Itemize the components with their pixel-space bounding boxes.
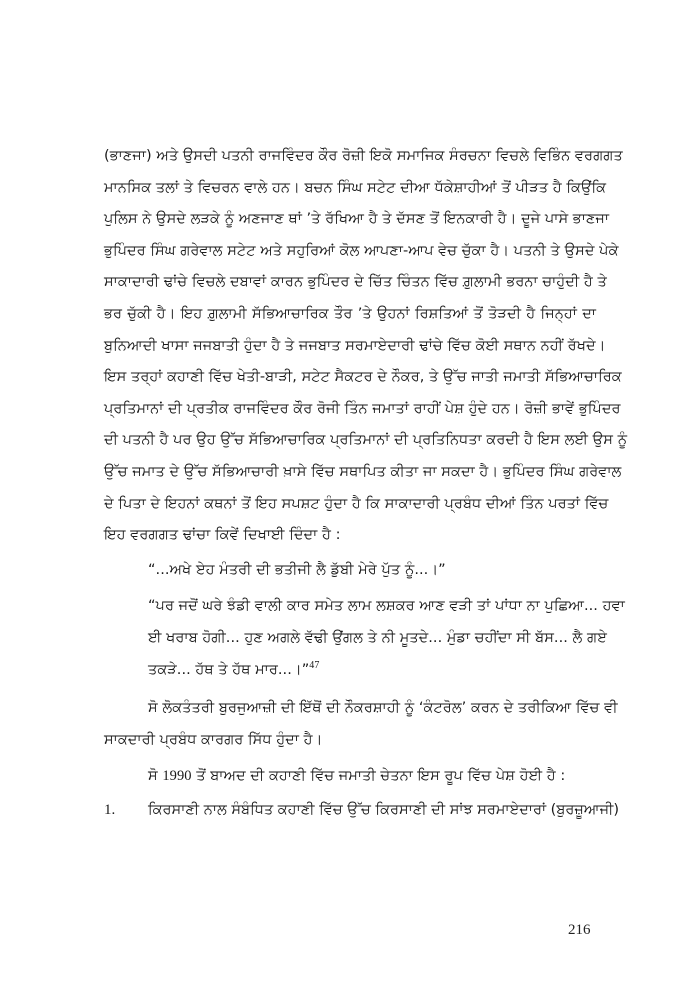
block-quote-1: “...ਅਖੇ ਏਹ ਮੰਤਰੀ ਦੀ ਭਤੀਜੀ ਲੈ ਡੁੱਬੀ ਮੇਰੇ ਪੁੱਤ ਨੂੰ...।” — [148, 562, 446, 578]
paragraph-1-line-6: ਭਰ ਚੁੱਕੀ ਹੈ। ਇਹ ਗ਼ੁਲਾਮੀ ਸੱਭਿਆਚਾਰਿਕ ਤੌਰ ’ਤੇ ਉਹਨਾਂ ਰਿਸ਼ਤਿਆਂ ਤੋਂ ਤੋੜਦੀ ਹੈ ਜਿਨ੍ਹਾਂ ਦਾ — [104, 306, 596, 322]
paragraph-2-line-1: ਸੋ ਲੋਕਤੰਤਰੀ ਬੁਰਜੁਆਜ਼ੀ ਦੀ ਇੱਥੋਂ ਦੀ ਨੌਕਰਸ਼ਾਹੀ ਨੂੰ ‘ਕੰਟਰੋਲ’ ਕਰਨ ਦੇ ਤਰੀਕਿਆ ਵਿੱਚ ਵੀ — [148, 700, 618, 716]
list-item-1-number: 1. — [104, 802, 116, 818]
paragraph-3-year: 1990 — [162, 768, 192, 784]
paragraph-1-line-2: ਮਾਨਸਿਕ ਤਲਾਂ ਤੇ ਵਿਚਰਨ ਵਾਲੇ ਹਨ। ਬਚਨ ਸਿੰਘ ਸਟੇਟ ਦੀਆ ਧੱਕੇਸ਼ਾਹੀਆਂ ਤੋਂ ਪੀੜਤ ਹੈ ਕਿਉਂਕਿ — [104, 180, 607, 196]
paragraph-1-line-12: ਦੇ ਪਿਤਾ ਦੇ ਇਹਨਾਂ ਕਥਨਾਂ ਤੋਂ ਇਹ ਸਪਸ਼ਟ ਹੁੰਦਾ ਹੈ ਕਿ ਸਾਕਾਦਾਰੀ ਪ੍ਰਬੰਧ ਦੀਆਂ ਤਿੰਨ ਪਰਤਾਂ ਵਿੱਚ — [104, 496, 609, 512]
page-number: 216 — [568, 922, 591, 938]
list-item-1-text: ਕਿਰਸਾਣੀ ਨਾਲ ਸੰਬੰਧਿਤ ਕਹਾਣੀ ਵਿੱਚ ਉੱਚ ਕਿਰਸਾਣੀ ਦੀ ਸਾਂਝ ਸਰਮਾਏਦਾਰਾਂ (ਬੁਰਜ਼ੂਆਜੀ) — [148, 802, 620, 818]
paragraph-1-line-10: ਦੀ ਪਤਨੀ ਹੈ ਪਰ ਉਹ ਉੱਚ ਸੱਭਿਆਚਾਰਿਕ ਪ੍ਰਤਿਮਾਨਾਂ ਦੀ ਪ੍ਰਤਿਨਿਧਤਾ ਕਰਦੀ ਹੈ ਇਸ ਲਈ ਉਸ ਨੂੰ — [104, 432, 628, 448]
paragraph-1-line-11: ਉੱਚ ਜਮਾਤ ਦੇ ਉੱਚ ਸੱਭਿਆਚਾਰੀ ਖ਼ਾਸੇ ਵਿੱਚ ਸਥਾਪਿਤ ਕੀਤਾ ਜਾ ਸਕਦਾ ਹੈ। ਭੁਪਿੰਦਰ ਸਿੰਘ ਗਰੇਵਾਲ — [104, 464, 622, 480]
footnote-marker: 47 — [309, 660, 320, 671]
paragraph-1-line-13: ਇਹ ਵਰਗਗਤ ਢਾਂਚਾ ਕਿਵੇਂ ਦਿਖਾਈ ਦਿੰਦਾ ਹੈ : — [104, 527, 341, 543]
paragraph-1-line-8: ਇਸ ਤਰ੍ਹਾਂ ਕਹਾਣੀ ਵਿੱਚ ਖੇਤੀ-ਬਾੜੀ, ਸਟੇਟ ਸੈਕਟਰ ਦੇ ਨੌਕਰ, ਤੇ ਉੱਚ ਜਾਤੀ ਜਮਾਤੀ ਸੱਭਿਆਚਾਰਿਕ — [104, 369, 622, 385]
block-quote-2-line-3 — [148, 660, 596, 680]
paragraph-1-line-4: ਭੁਪਿੰਦਰ ਸਿੰਘ ਗਰੇਵਾਲ ਸਟੇਟ ਅਤੇ ਸਹੁਰਿਆਂ ਕੋਲ ਆਪਣਾ-ਆਪ ਵੇਚ ਚੁੱਕਾ ਹੈ। ਪਤਨੀ ਤੇ ਉਸਦੇ ਪੇਕੇ — [104, 243, 619, 259]
paragraph-1-line-5: ਸਾਕਾਦਾਰੀ ਢਾਂਚੇ ਵਿਚਲੇ ਦਬਾਵਾਂ ਕਾਰਨ ਭੁਪਿੰਦਰ ਦੇ ਚਿੱਤ ਚਿੰਤਨ ਵਿੱਚ ਗ਼ੁਲਾਮੀ ਭਰਨਾ ਚਾਹੁੰਦੀ ਹੈ ਤੇ — [104, 274, 607, 290]
paragraph-1-line-9: ਪ੍ਰਤਿਮਾਨਾਂ ਦੀ ਪ੍ਰਤੀਕ ਰਾਜਵਿੰਦਰ ਕੌਰ ਰੋਜੀ ਤਿੰਨ ਜਮਾਤਾਂ ਰਾਹੀਂ ਪੇਸ਼ ਹੁੰਦੇ ਹਨ। ਰੋਜ਼ੀ ਭਾਵੇਂ ਭੁਪਿੰਦਰ — [104, 401, 621, 417]
paragraph-1-line-3: ਪੁਲਿਸ ਨੇ ਉਸਦੇ ਲੜਕੇ ਨੂੰ ਅਣਜਾਣ ਥਾਂ ’ਤੇ ਰੱਖਿਆ ਹੈ ਤੇ ਦੱਸਣ ਤੋਂ ਇਨਕਾਰੀ ਹੈ। ਦੂਜੇ ਪਾਸੇ ਭਾਣਜਾ — [104, 211, 610, 227]
block-quote-2-line-3-text: ਤਕੜੇ... ਹੱਥ ਤੇ ਹੱਥ ਮਾਰ...।” — [148, 662, 310, 678]
paragraph-1-line-7: ਬੁਨਿਆਦੀ ਖਾਸਾ ਜਜਬਾਤੀ ਹੁੰਦਾ ਹੈ ਤੇ ਜਜਬਾਤ ਸਰਮਾਏਦਾਰੀ ਢਾਂਚੇ ਵਿੱਚ ਕੋਈ ਸਥਾਨ ਨਹੀਂ ਰੱਖਦੇ। — [104, 338, 606, 354]
paragraph-3-prefix: ਸੋ — [148, 768, 163, 784]
paragraph-2-line-2: ਸਾਕਦਾਰੀ ਪ੍ਰਬੰਧ ਕਾਰਗਰ ਸਿੱਧ ਹੁੰਦਾ ਹੈ। — [104, 732, 323, 748]
block-quote-2-line-1: “ਪਰ ਜਦੋਂ ਘਰੇ ਝੰਡੀ ਵਾਲੀ ਕਾਰ ਸਮੇਤ ਲਾਮ ਲਸ਼ਕਰ ਆਣ ਵੜੀ ਤਾਂ ਪਾਂਧਾ ਨਾ ਪੁਛਿਆ... ਹਵਾ — [148, 598, 625, 614]
paragraph-3 — [148, 766, 596, 786]
block-quote-2-line-2: ਈ ਖਰਾਬ ਹੋਗੀ... ਹੁਣ ਅਗਲੇ ਵੱਢੀ ਉਂਗਲ ਤੇ ਨੀ ਮੂਤਦੇ... ਮੁੰਡਾ ਚਹੀਂਦਾ ਸੀ ਬੱਸ... ਲੈ ਗਏ — [148, 630, 607, 646]
paragraph-1-line-1: (ਭਾਣਜਾ) ਅਤੇ ਉਸਦੀ ਪਤਨੀ ਰਾਜਵਿੰਦਰ ਕੌਰ ਰੋਜ਼ੀ ਇਕੋ ਸਮਾਜਿਕ ਸੰਰਚਨਾ ਵਿਚਲੇ ਵਿਭਿੰਨ ਵਰਗਗਤ — [104, 148, 623, 164]
paragraph-3-suffix: ਤੋਂ ਬਾਅਦ ਦੀ ਕਹਾਣੀ ਵਿੱਚ ਜਮਾਤੀ ਚੇਤਨਾ ਇਸ ਰੂਪ ਵਿੱਚ ਪੇਸ਼ ਹੋਈ ਹੈ : — [191, 768, 566, 784]
